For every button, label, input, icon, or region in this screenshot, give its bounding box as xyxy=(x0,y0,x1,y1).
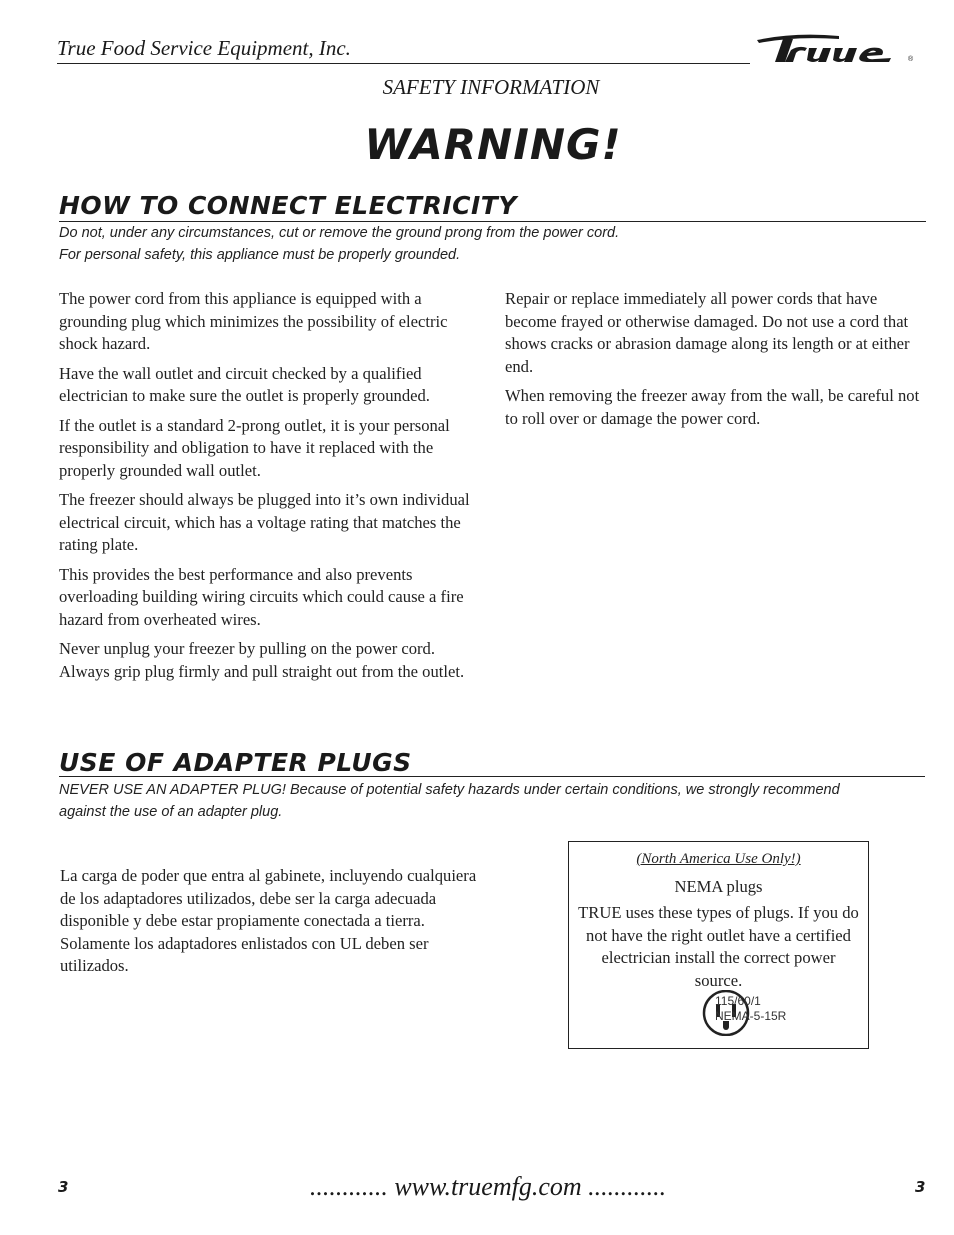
footer-url: ............ www.truemfg.com ............ xyxy=(309,1172,667,1201)
adapter-heading-rule xyxy=(59,776,925,777)
nema-region-note: (North America Use Only!) xyxy=(636,851,801,867)
section-label: SAFETY INFORMATION xyxy=(382,75,600,99)
plug-label xyxy=(715,994,786,1024)
paragraph: This provides the best performance and also prevents overloading building wiring circuits which could cause a fire hazard from overheated wires. xyxy=(59,564,464,629)
nema-description: TRUE uses these types of plugs. If you do not have the right outlet have a certified electrician install the correct power source. xyxy=(578,903,859,990)
electricity-note-line-2: For personal safety, this appliance must be properly grounded. xyxy=(59,247,461,263)
paragraph: When removing the freezer away from the wall, be careful not to roll over or damage the power cord. xyxy=(505,386,920,428)
page-number-left: 3 xyxy=(58,1178,69,1196)
paragraph: The power cord from this appliance is equipped with a grounding plug which minimizes the possibility of electric shock hazard. xyxy=(59,289,448,353)
warning-title: WARNING! xyxy=(364,120,622,169)
plug-type: NEMA-5-15R xyxy=(715,1009,787,1023)
registered-mark: ® xyxy=(908,56,914,63)
electricity-note-line-1: Do not, under any circumstances, cut or remove the ground prong from the power cord. xyxy=(59,225,620,241)
paragraph: The freezer should always be plugged into it’s own individual electrical circuit, which has a voltage rating that matches the rating plate. xyxy=(59,490,470,554)
nema-plugs-box xyxy=(568,841,869,1049)
true-logo xyxy=(755,30,920,72)
nema-plug-diagram xyxy=(657,990,797,1036)
company-name: True Food Service Equipment, Inc. xyxy=(57,36,351,60)
spanish-paragraph: La carga de poder que entra al gabinete, incluyendo cualquiera de los adaptadores utilizados, debe ser la carga adecuada disponible y debe estar propiamente conectada a tierra. Solamente los adaptadores enlistados con UL deben ser utilizados. xyxy=(60,866,477,975)
true-logo-icon xyxy=(755,30,920,72)
paragraph: Have the wall outlet and circuit checked by a qualified electrician to make sure the outlet is properly grounded. xyxy=(59,363,430,405)
paragraph: Repair or replace immediately all power cords that have become frayed or otherwise damaged. Do not use a cord that shows cracks or abrasion damage along its length or at either end. xyxy=(505,289,910,376)
adapter-note-line-1: NEVER USE AN ADAPTER PLUG! Because of potential safety hazards under certain conditions, we strongly recommend xyxy=(59,782,840,798)
plug-rating: 115/60/1 xyxy=(715,994,761,1008)
adapter-note-line-2: against the use of an adapter plug. xyxy=(59,804,283,820)
electricity-right-column xyxy=(505,288,923,437)
adapter-heading: USE OF ADAPTER PLUGS xyxy=(59,748,412,777)
nema-title: NEMA plugs xyxy=(674,876,763,896)
paragraph: If the outlet is a standard 2-prong outlet, it is your personal responsibility and obligation to have it replaced with the properly grounded wall outlet. xyxy=(59,415,450,480)
adapter-note xyxy=(59,779,840,823)
page-number-right: 3 xyxy=(915,1178,926,1196)
header-rule xyxy=(57,63,750,64)
electricity-heading: HOW TO CONNECT ELECTRICITY xyxy=(59,191,517,220)
electricity-note xyxy=(59,222,619,266)
electricity-left-column xyxy=(59,288,479,690)
paragraph: Never unplug your freezer by pulling on the power cord. Always grip plug firmly and pull straight out from the outlet. xyxy=(59,639,465,681)
spanish-text-block xyxy=(60,865,480,985)
